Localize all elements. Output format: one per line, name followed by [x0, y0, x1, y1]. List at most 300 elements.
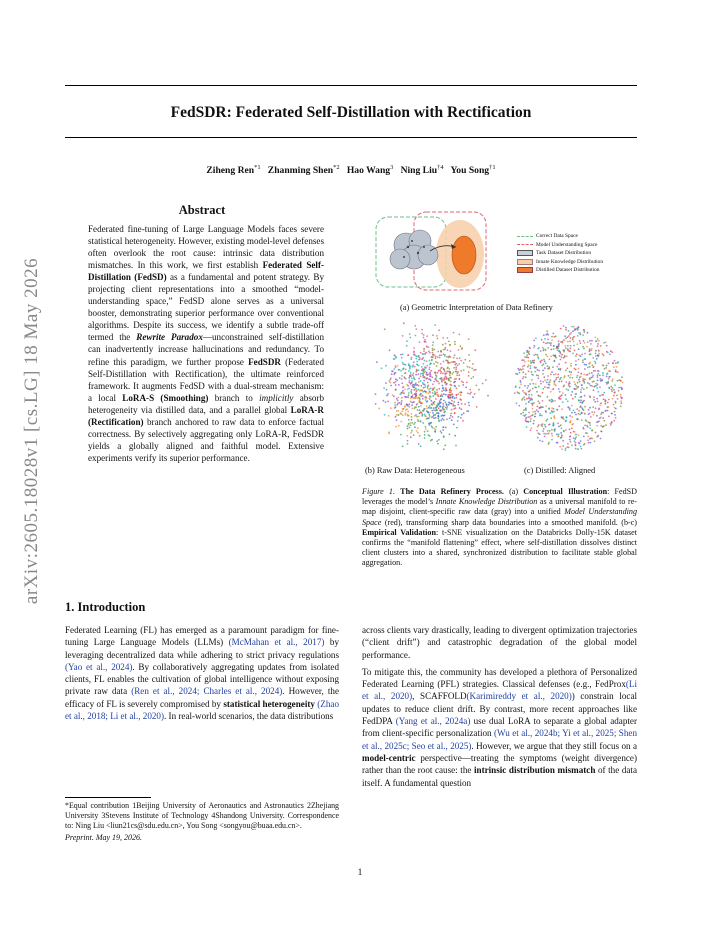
scatter-point: [460, 417, 462, 419]
scatter-point: [432, 341, 434, 343]
scatter-point: [423, 377, 425, 379]
scatter-point: [443, 389, 445, 391]
scatter-point: [468, 405, 470, 407]
scatter-point: [523, 396, 525, 398]
scatter-point: [561, 434, 563, 436]
scatter-point: [438, 407, 440, 409]
scatter-point: [426, 360, 428, 362]
scatter-point: [435, 426, 437, 428]
scatter-point: [545, 411, 547, 413]
scatter-point: [529, 347, 531, 349]
scatter-point: [566, 388, 568, 390]
scatter-point: [428, 369, 430, 371]
scatter-point: [415, 374, 417, 376]
scatter-point: [578, 410, 580, 412]
scatter-point: [609, 370, 611, 372]
scatter-point: [433, 407, 435, 409]
scatter-point: [437, 412, 439, 414]
scatter-point: [548, 368, 550, 370]
scatter-point: [593, 396, 595, 398]
scatter-point: [563, 357, 565, 359]
scatter-point: [540, 383, 542, 385]
scatter-point: [600, 438, 602, 440]
scatter-point: [423, 408, 425, 410]
scatter-point: [407, 385, 409, 387]
scatter-point: [597, 343, 599, 345]
scatter-point: [409, 367, 411, 369]
scatter-point: [396, 419, 398, 421]
scatter-point: [433, 349, 435, 351]
figure-label-b: (b) Raw Data: Heterogeneous: [365, 466, 465, 475]
scatter-point: [574, 438, 576, 440]
scatter-point: [535, 354, 537, 356]
scatter-point: [593, 389, 595, 391]
scatter-point: [543, 334, 545, 336]
scatter-point: [443, 379, 445, 381]
scatter-point: [449, 362, 451, 364]
scatter-point: [543, 341, 545, 343]
scatter-point: [592, 357, 594, 359]
scatter-point: [538, 370, 540, 372]
scatter-point: [436, 404, 438, 406]
scatter-point: [620, 402, 622, 404]
scatter-point: [523, 415, 525, 417]
scatter-point: [523, 376, 525, 378]
scatter-point: [574, 388, 576, 390]
scatter-point: [540, 360, 542, 362]
scatter-point: [457, 371, 459, 373]
scatter-point: [428, 407, 430, 409]
scatter-point: [590, 353, 592, 355]
scatter-point: [396, 414, 398, 416]
scatter-point: [427, 430, 429, 432]
scatter-point: [547, 356, 549, 358]
scatter-point: [396, 404, 398, 406]
scatter-point: [461, 414, 463, 416]
scatter-point: [404, 388, 406, 390]
scatter-point: [569, 435, 571, 437]
scatter-point: [589, 362, 591, 364]
scatter-point: [576, 418, 578, 420]
scatter-point: [560, 356, 562, 358]
scatter-point: [569, 428, 571, 430]
scatter-point: [434, 431, 436, 433]
scatter-point: [584, 368, 586, 370]
scatter-point: [569, 381, 571, 383]
scatter-point: [414, 422, 416, 424]
scatter-point: [518, 393, 520, 395]
scatter-point: [408, 406, 410, 408]
scatter-point: [523, 359, 525, 361]
scatter-point: [428, 392, 430, 394]
scatter-point: [569, 386, 571, 388]
scatter-point: [550, 356, 552, 358]
scatter-point: [525, 373, 527, 375]
scatter-point: [442, 426, 444, 428]
scatter-point: [565, 398, 567, 400]
scatter-point: [414, 385, 416, 387]
scatter-point: [438, 404, 440, 406]
scatter-point: [416, 416, 418, 418]
scatter-point: [573, 340, 575, 342]
scatter-point: [592, 406, 594, 408]
scatter-point: [605, 341, 607, 343]
scatter-point: [534, 411, 536, 413]
scatter-point: [387, 401, 389, 403]
scatter-point: [571, 416, 573, 418]
scatter-point: [425, 428, 427, 430]
scatter-point: [541, 415, 543, 417]
scatter-point: [444, 354, 446, 356]
scatter-point: [545, 362, 547, 364]
scatter-point: [482, 383, 484, 385]
scatter-point: [582, 334, 584, 336]
scatter-point: [598, 353, 600, 355]
scatter-point: [423, 369, 425, 371]
scatter-point: [410, 436, 412, 438]
scatter-point: [413, 423, 415, 425]
scatter-point: [551, 429, 553, 431]
scatter-point: [415, 388, 417, 390]
scatter-point: [550, 344, 552, 346]
scatter-point: [432, 389, 434, 391]
scatter-point: [572, 377, 574, 379]
scatter-point: [432, 395, 434, 397]
scatter-point: [396, 379, 398, 381]
scatter-point: [446, 372, 448, 374]
scatter-point: [389, 380, 391, 382]
scatter-point: [558, 381, 560, 383]
scatter-point: [427, 388, 429, 390]
scatter-point: [607, 410, 609, 412]
scatter-point: [443, 408, 445, 410]
scatter-point: [594, 411, 596, 413]
scatter-point: [413, 373, 415, 375]
scatter-point: [558, 426, 560, 428]
scatter-point: [547, 365, 549, 367]
scatter-point: [581, 448, 583, 450]
scatter-point: [456, 387, 458, 389]
scatter-point: [523, 352, 525, 354]
scatter-point: [570, 432, 572, 434]
scatter-point: [439, 355, 441, 357]
scatter-point: [551, 439, 553, 441]
scatter-point: [596, 358, 598, 360]
scatter-point: [579, 381, 581, 383]
scatter-point: [569, 415, 571, 417]
scatter-point: [418, 406, 420, 408]
scatter-point: [608, 399, 610, 401]
scatter-point: [576, 328, 578, 330]
scatter-point: [403, 408, 405, 410]
scatter-point: [565, 370, 567, 372]
scatter-point: [558, 363, 560, 365]
scatter-point: [533, 423, 535, 425]
scatter-point: [545, 420, 547, 422]
scatter-point: [474, 393, 476, 395]
scatter-point: [534, 367, 536, 369]
scatter-point: [460, 408, 462, 410]
scatter-point: [415, 382, 417, 384]
scatter-point: [444, 411, 446, 413]
scatter-point: [597, 380, 599, 382]
scatter-point: [532, 374, 534, 376]
scatter-point: [589, 407, 591, 409]
scatter-point: [537, 411, 539, 413]
scatter-point: [569, 439, 571, 441]
scatter-point: [570, 394, 572, 396]
scatter-point: [436, 365, 438, 367]
section-heading-introduction: 1. Introduction: [65, 600, 146, 614]
scatter-point: [408, 419, 410, 421]
scatter-point: [608, 378, 610, 380]
scatter-point: [517, 391, 519, 393]
scatter-point: [443, 400, 445, 402]
scatter-point: [575, 448, 577, 450]
scatter-point: [420, 389, 422, 391]
scatter-point: [550, 391, 552, 393]
scatter-point: [446, 418, 448, 420]
scatter-point: [551, 435, 553, 437]
scatter-point: [565, 338, 567, 340]
scatter-point: [533, 347, 535, 349]
scatter-point: [554, 360, 556, 362]
scatter-point: [422, 395, 424, 397]
scatter-point: [451, 400, 453, 402]
scatter-point: [601, 379, 603, 381]
scatter-point: [550, 417, 552, 419]
scatter-point: [455, 445, 457, 447]
scatter-point: [431, 425, 433, 427]
scatter-point: [540, 350, 542, 352]
scatter-point: [450, 403, 452, 405]
scatter-point: [435, 377, 437, 379]
scatter-point: [612, 362, 614, 364]
scatter-point: [533, 340, 535, 342]
scatter-point: [418, 355, 420, 357]
scatter-point: [584, 443, 586, 445]
scatter-point: [442, 337, 444, 339]
scatter-point: [407, 443, 409, 445]
scatter-point: [615, 369, 617, 371]
scatter-point: [393, 382, 395, 384]
scatter-point: [547, 342, 549, 344]
scatter-point: [561, 354, 563, 356]
scatter-point: [547, 379, 549, 381]
scatter-point: [544, 360, 546, 362]
scatter-point: [423, 372, 425, 374]
scatter-point: [395, 388, 397, 390]
scatter-point: [433, 381, 435, 383]
scatter-point: [611, 389, 613, 391]
scatter-point: [418, 400, 420, 402]
scatter-point: [605, 400, 607, 402]
scatter-point: [415, 396, 417, 398]
scatter-point: [608, 415, 610, 417]
scatter-point: [603, 425, 605, 427]
scatter-point: [563, 386, 565, 388]
scatter-point: [416, 389, 418, 391]
scatter-point: [586, 346, 588, 348]
scatter-point: [589, 395, 591, 397]
scatter-point: [433, 417, 435, 419]
scatter-point: [429, 372, 431, 374]
scatter-point: [576, 408, 578, 410]
scatter-point: [435, 417, 437, 419]
scatter-point: [419, 356, 421, 358]
scatter-point: [523, 392, 525, 394]
scatter-point: [455, 378, 457, 380]
scatter-point: [463, 362, 465, 364]
scatter-point: [583, 380, 585, 382]
scatter-point: [591, 340, 593, 342]
scatter-point: [607, 373, 609, 375]
scatter-point: [583, 388, 585, 390]
scatter-point: [577, 382, 579, 384]
scatter-point: [520, 413, 522, 415]
scatter-point: [617, 362, 619, 364]
scatter-point: [583, 348, 585, 350]
scatter-point: [560, 432, 562, 434]
scatter-point: [435, 414, 437, 416]
scatter-point: [595, 362, 597, 364]
scatter-point: [411, 408, 413, 410]
scatter-point: [441, 377, 443, 379]
scatter-point: [436, 409, 438, 411]
scatter-point: [442, 344, 444, 346]
scatter-point: [413, 347, 415, 349]
scatter-point: [423, 410, 425, 412]
scatter-point: [589, 413, 591, 415]
scatter-point: [574, 383, 576, 385]
scatter-point: [474, 349, 476, 351]
scatter-point: [589, 442, 591, 444]
scatter-point: [582, 401, 584, 403]
scatter-point: [569, 383, 571, 385]
abstract-heading: Abstract: [178, 203, 226, 217]
scatter-point: [449, 394, 451, 396]
scatter-point: [548, 382, 550, 384]
scatter-point: [446, 404, 448, 406]
scatter-point: [522, 390, 524, 392]
scatter-point: [546, 330, 548, 332]
scatter-point: [578, 372, 580, 374]
scatter-point: [386, 395, 388, 397]
scatter-point: [398, 414, 400, 416]
scatter-point: [448, 380, 450, 382]
distilled-dataset-region: [452, 236, 476, 274]
scatter-point: [473, 369, 475, 371]
scatter-point: [421, 358, 423, 360]
scatter-point: [602, 374, 604, 376]
scatter-point: [453, 361, 455, 363]
scatter-point: [413, 387, 415, 389]
scatter-point: [436, 375, 438, 377]
scatter-point: [539, 402, 541, 404]
scatter-point: [617, 371, 619, 373]
scatter-point: [402, 390, 404, 392]
scatter-point: [571, 428, 573, 430]
scatter-point: [391, 373, 393, 375]
scatter-point: [597, 376, 599, 378]
scatter-point: [462, 420, 464, 422]
scatter-point: [534, 345, 536, 347]
author-name: Zhanming Shen: [267, 165, 334, 177]
scatter-point: [567, 446, 569, 448]
scatter-point: [519, 380, 521, 382]
scatter-point: [562, 342, 564, 344]
scatter-point: [547, 339, 549, 341]
scatter-point: [437, 351, 439, 353]
scatter-point: [532, 408, 534, 410]
scatter-point: [431, 359, 433, 361]
scatter-point: [426, 397, 428, 399]
author-name: Ziheng Ren: [206, 165, 255, 177]
scatter-point: [583, 428, 585, 430]
scatter-point: [433, 403, 435, 405]
scatter-point: [428, 423, 430, 425]
scatter-point: [578, 368, 580, 370]
scatter-point: [427, 386, 429, 388]
scatter-point: [424, 414, 426, 416]
scatter-point: [384, 414, 386, 416]
scatter-point: [441, 390, 443, 392]
scatter-point: [411, 413, 413, 415]
scatter-point: [600, 425, 602, 427]
scatter-point: [418, 397, 420, 399]
scatter-point: [456, 358, 458, 360]
scatter-point: [527, 366, 529, 368]
scatter-point: [605, 382, 607, 384]
scatter-point: [514, 392, 516, 394]
scatter-point: [584, 382, 586, 384]
scatter-point: [431, 377, 433, 379]
scatter-point: [547, 375, 549, 377]
scatter-point: [558, 433, 560, 435]
scatter-point: [550, 349, 552, 351]
scatter-point: [430, 400, 432, 402]
scatter-point: [417, 373, 419, 375]
scatter-point: [383, 400, 385, 402]
scatter-point: [440, 399, 442, 401]
scatter-point: [475, 369, 477, 371]
scatter-point: [430, 375, 432, 377]
scatter-point: [534, 371, 536, 373]
scatter-point: [446, 406, 448, 408]
scatter-point: [594, 440, 596, 442]
scatter-point: [586, 387, 588, 389]
scatter-point: [416, 364, 418, 366]
scatter-point: [522, 378, 524, 380]
scatter-point: [544, 435, 546, 437]
scatter-point: [415, 358, 417, 360]
scatter-point: [454, 341, 456, 343]
scatter-point: [463, 412, 465, 414]
scatter-point: [418, 381, 420, 383]
scatter-point: [529, 389, 531, 391]
scatter-point: [603, 342, 605, 344]
scatter-point: [449, 344, 451, 346]
scatter-point: [437, 362, 439, 364]
scatter-point: [520, 383, 522, 385]
scatter-point: [528, 364, 530, 366]
scatter-point: [595, 355, 597, 357]
scatter-point: [594, 361, 596, 363]
scatter-point: [416, 361, 418, 363]
scatter-point: [579, 396, 581, 398]
scatter-point: [557, 436, 559, 438]
scatter-point: [471, 368, 473, 370]
